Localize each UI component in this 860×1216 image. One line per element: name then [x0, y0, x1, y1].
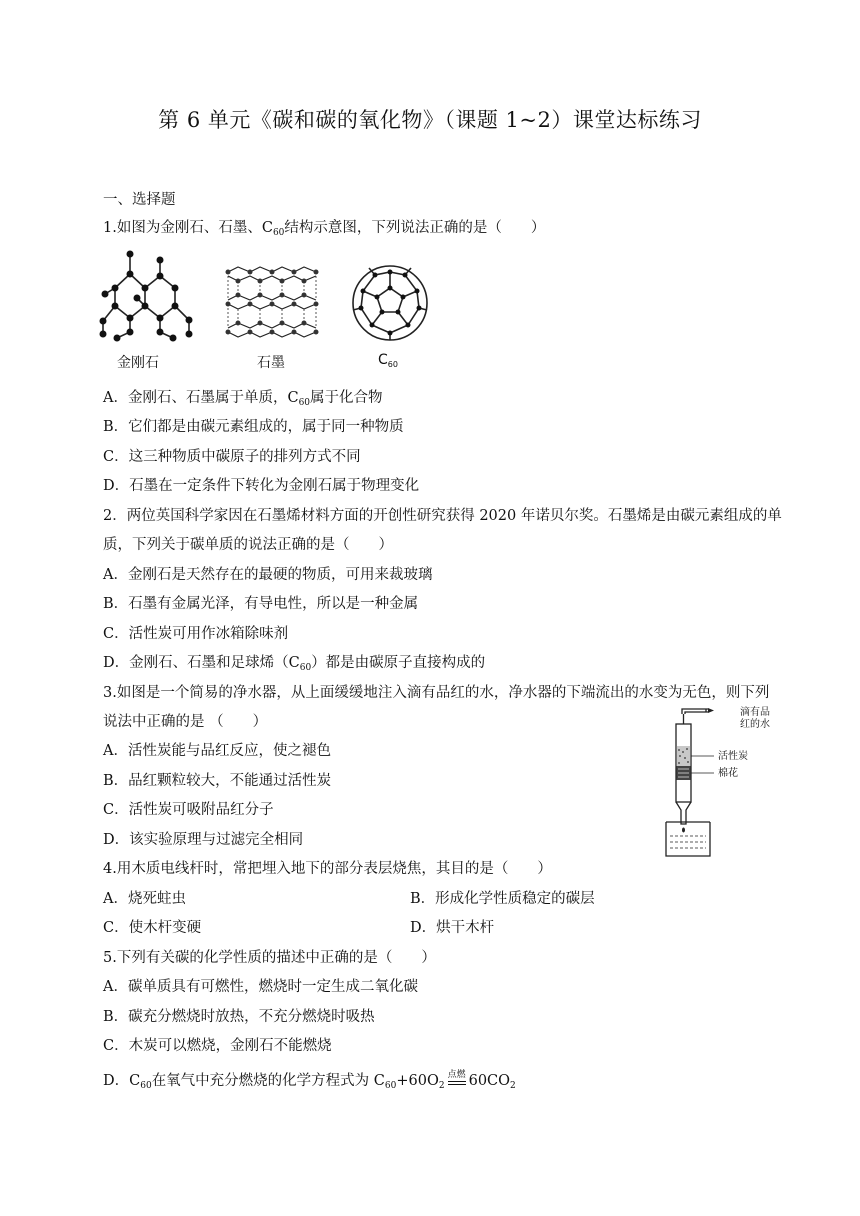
page-title: 第 6 单元《碳和碳的氧化物》（课题 1~2）课堂达标练习 [158, 108, 702, 132]
q3-option-b: B．品红颗粒较大，不能通过活性炭 [103, 773, 332, 789]
q3-option-c: C．活性炭可吸附品红分子 [103, 802, 274, 818]
diamond-structure-figure [97, 246, 197, 348]
q1-option-b: B．它们都是由碳元素组成的，属于同一种物质 [103, 419, 404, 435]
graphite-label: 石墨 [257, 355, 285, 371]
q4-option-c: C．使木杆变硬 [103, 920, 202, 936]
c60-label: $C_{60}$ [378, 352, 398, 369]
water-purifier-figure [664, 706, 744, 858]
q1-option-a: A．金刚石、石墨属于单质，$C_{60}$属于化合物 [103, 390, 383, 408]
graphite-structure-figure [224, 264, 324, 344]
purifier-carbon-label: 活性炭 [718, 751, 748, 762]
q4-option-d: D．烘干木杆 [410, 920, 495, 936]
purifier-cotton-label: 棉花 [718, 768, 738, 779]
q4-stem: 4.用木质电线杆时，常把埋入地下的部分表层烧焦，其目的是（ ） [103, 861, 552, 877]
q3-stem-line1: 3.如图是一个简易的净水器，从上面缓缓地注入滴有品红的水，净水器的下端流出的水变为无色，则下列 [103, 685, 770, 701]
q1-option-c: C．这三种物质中碳原子的排列方式不同 [103, 449, 361, 465]
q2-option-c: C．活性炭可用作冰箱除味剂 [103, 626, 289, 642]
q5-option-b: B．碳充分燃烧时放热，不充分燃烧时吸热 [103, 1009, 375, 1025]
q3-option-a: A．活性炭能与品红反应，使之褪色 [103, 743, 331, 759]
q5-option-c: C．木炭可以燃烧，金刚石不能燃烧 [103, 1038, 332, 1054]
diamond-label: 金刚石 [117, 355, 159, 371]
q3-stem-line2: 说法中正确的是 （ ） [103, 714, 268, 730]
q5-option-a: A．碳单质具有可燃性，燃烧时一定生成二氧化碳 [103, 979, 418, 995]
q1-option-d: D．石墨在一定条件下转化为金刚石属于物理变化 [103, 478, 420, 494]
q2-stem-line2: 质，下列关于碳单质的说法正确的是（ ） [103, 537, 393, 553]
q4-option-b: B．形成化学性质稳定的碳层 [410, 891, 595, 907]
q5-stem: 5.下列有关碳的化学性质的描述中正确的是（ ） [103, 950, 436, 966]
purifier-water-label: 滴有品 红的水 [740, 707, 770, 730]
q2-stem-line1: 2．两位英国科学家因在石墨烯材料方面的开创性研究获得 2020 年诺贝尔奖。石墨烯是由碳元素组成的单 [103, 508, 782, 524]
q5-option-d: D．$C_{60}$在氧气中充分燃烧的化学方程式为 $C_{60}+60O_2$ 点燃 $60CO_2$ [103, 1070, 516, 1091]
q2-option-d: D．金刚石、石墨和足球烯$(C_{60})$都是由碳原子直接构成的 [103, 655, 486, 673]
q1-stem: 1.如图为金刚石、石墨、$C_{60}$结构示意图，下列说法正确的是（ ） [103, 220, 546, 238]
section-heading: 一、选择题 [103, 192, 176, 208]
q2-option-a: A．金刚石是天然存在的最硬的物质，可用来裁玻璃 [103, 567, 433, 583]
q2-option-b: B．石墨有金属光泽，有导电性，所以是一种金属 [103, 596, 419, 612]
q3-option-d: D．该实验原理与过滤完全相同 [103, 832, 304, 848]
c60-structure-figure [349, 262, 431, 344]
reaction-condition: 点燃 [445, 1070, 469, 1085]
q4-option-a: A．烧死蛀虫 [103, 891, 186, 907]
